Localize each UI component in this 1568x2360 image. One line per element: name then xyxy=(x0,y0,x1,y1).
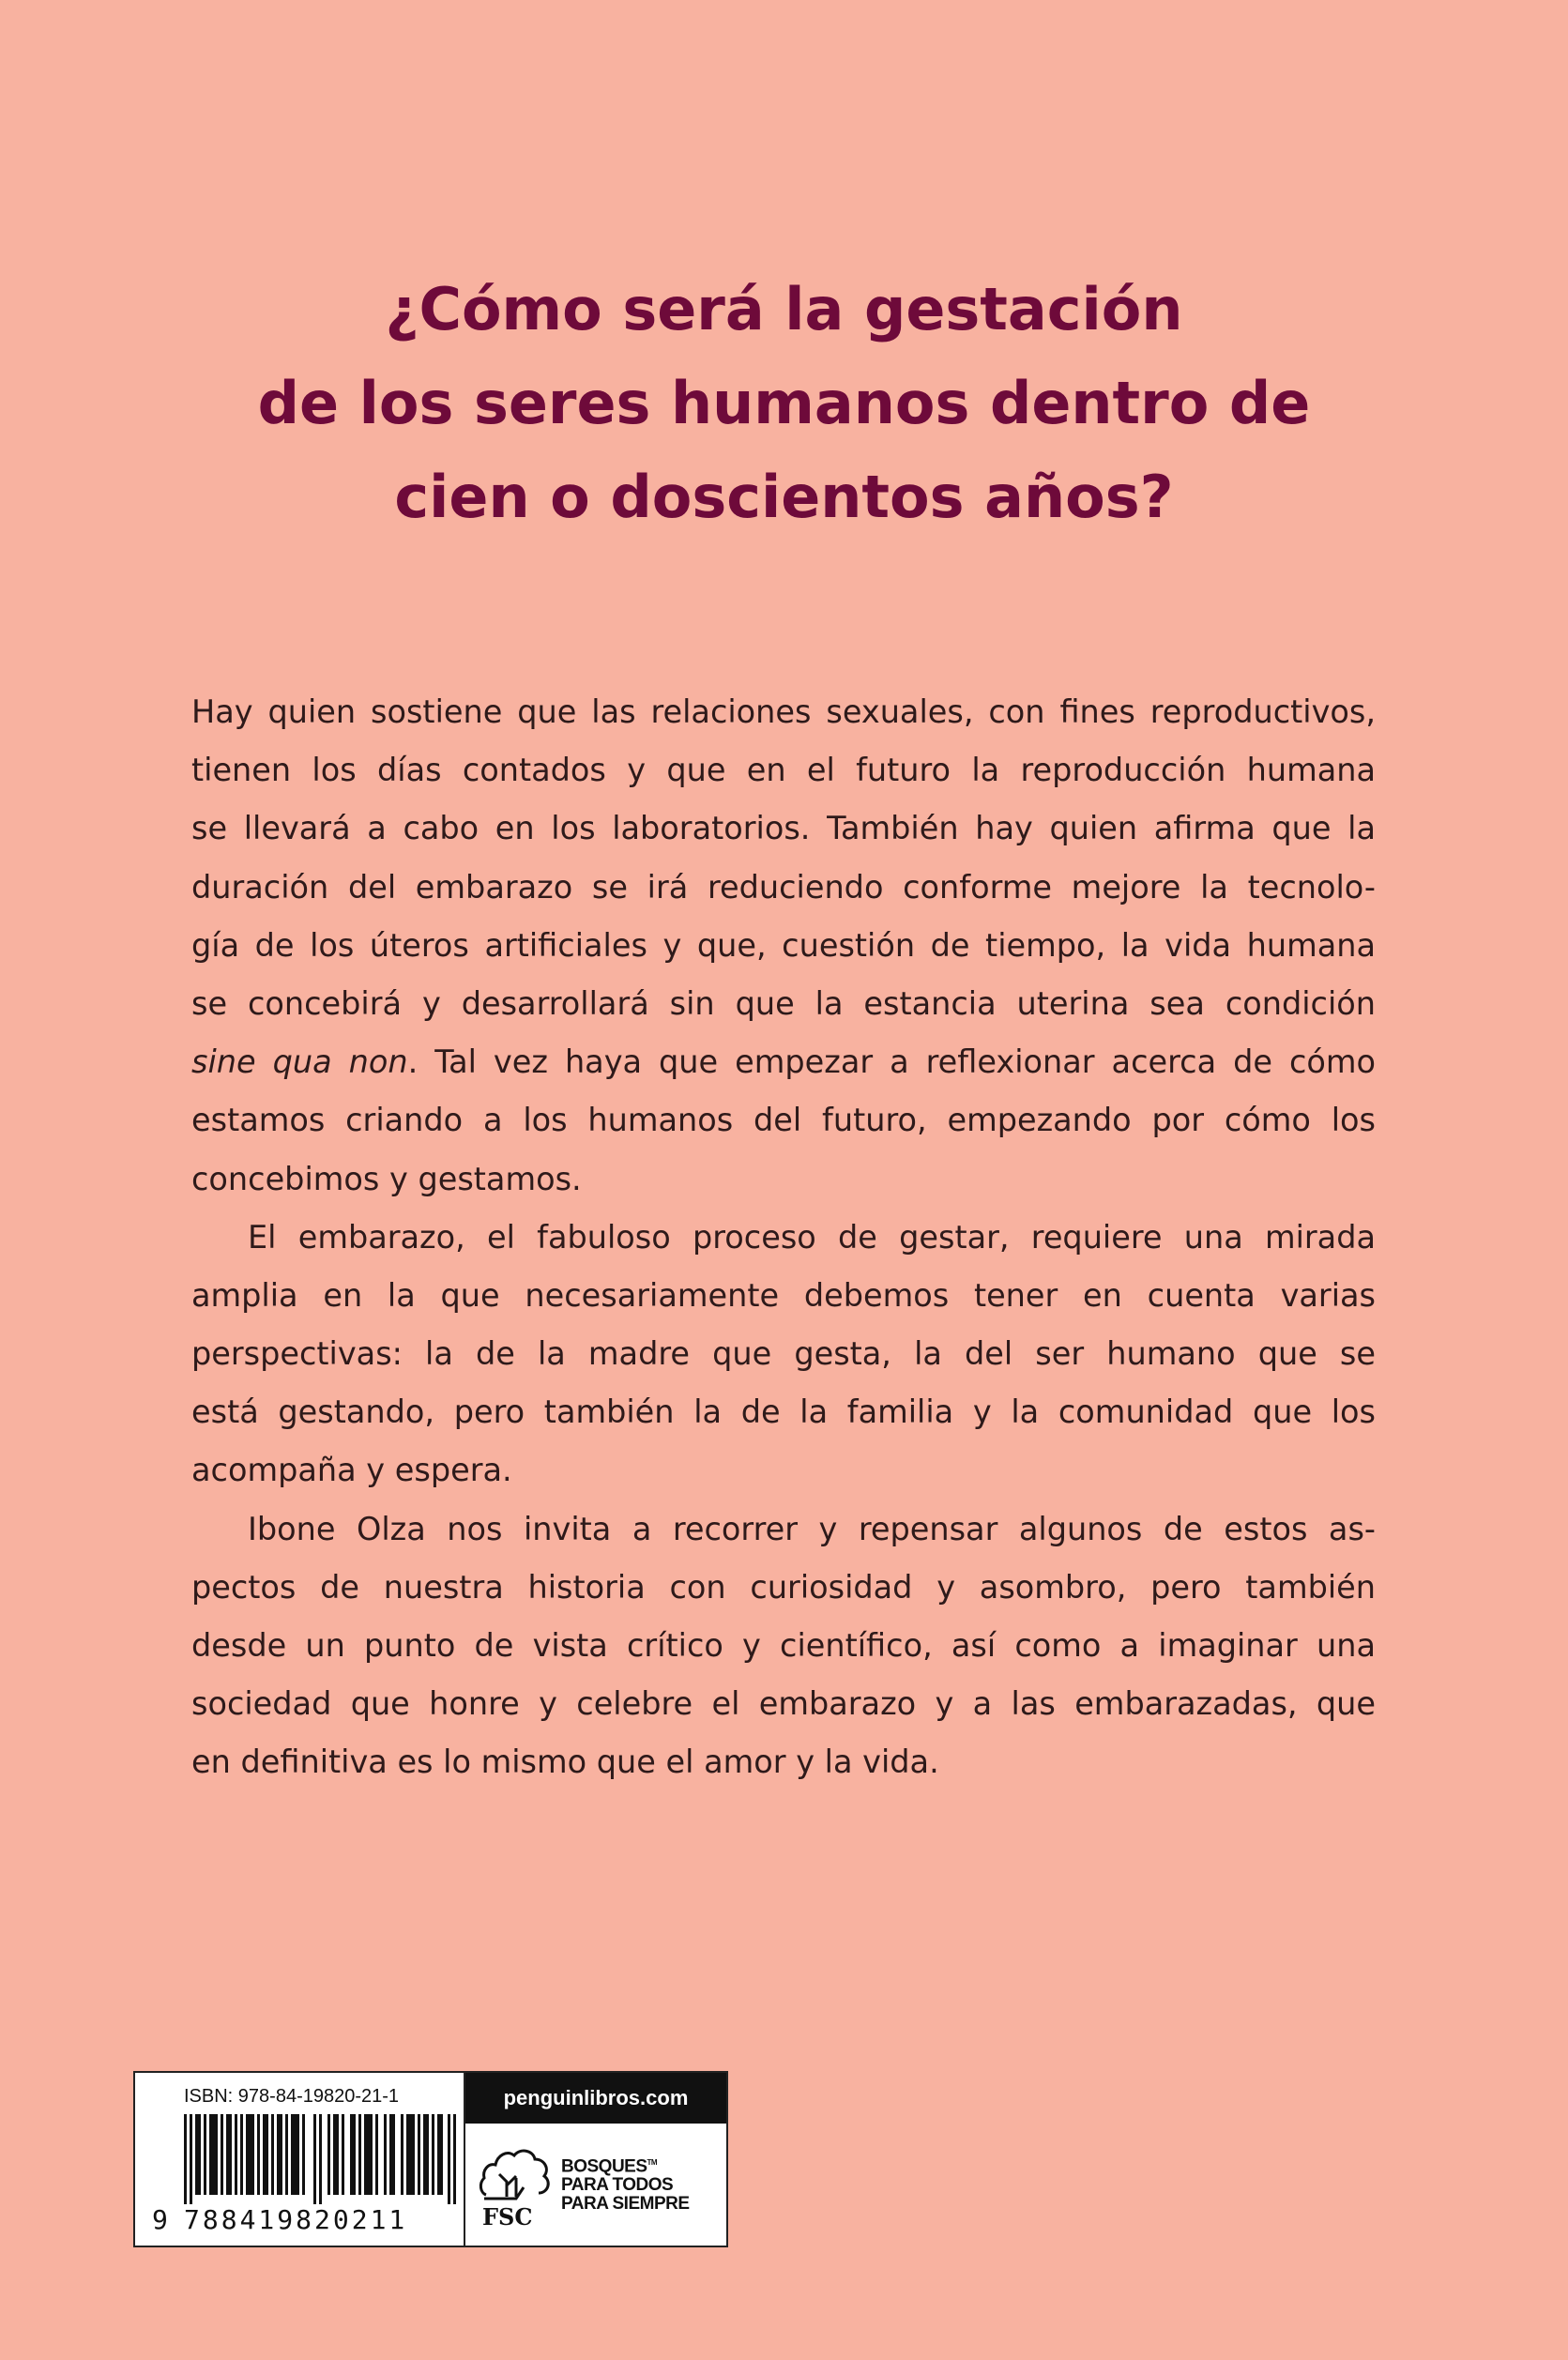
isbn-barcode-area xyxy=(135,2073,465,2246)
barcode-digits: 788419820211 xyxy=(184,2204,408,2235)
synopsis-line: sociedad que honre y celebre el embarazo y a las embarazadas, que xyxy=(191,1685,1376,1723)
synopsis-line: gía de los úteros artificiales y que, cuestión de tiempo, la vida humana xyxy=(191,926,1376,964)
synopsis-line: estamos criando a los humanos del futuro, empezando por cómo los xyxy=(191,1102,1376,1139)
synopsis-line: Hay quien sostiene que las relaciones sexuales, con fines reproductivos, xyxy=(191,693,1376,730)
publisher-website: penguinlibros.com xyxy=(465,2073,726,2124)
synopsis-line: concebimos y gestamos. xyxy=(191,1160,582,1197)
fsc-tagline-line-with-tm xyxy=(561,2154,690,2176)
synopsis-line: acompaña y espera. xyxy=(191,1452,512,1489)
italic-phrase: sine qua non xyxy=(191,1043,408,1081)
fsc-tagline-line: PARA TODOS xyxy=(561,2175,674,2196)
synopsis-line-rest: . Tal vez haya que empezar a reflexionar acerca de cómo xyxy=(407,1043,1376,1081)
synopsis-line: Ibone Olza nos invita a recorrer y repensar algunos de estos as- xyxy=(248,1510,1376,1547)
publisher-area xyxy=(465,2073,726,2246)
barcode-panel xyxy=(133,2071,728,2247)
synopsis-line: tienen los días contados y que en el futuro la reproducción humana xyxy=(191,752,1376,789)
synopsis-line: perspectivas: la de la madre que gesta, la del ser humano que se xyxy=(191,1335,1376,1373)
barcode-bars-icon xyxy=(184,2114,456,2204)
synopsis-line: amplia en la que necesariamente debemos tener en cuenta varias xyxy=(191,1276,1376,1314)
fsc-tagline-line: BOSQUES xyxy=(561,2156,647,2177)
synopsis-line: desde un punto de vista crítico y científico, así como a imaginar una xyxy=(191,1627,1376,1664)
back-cover-headline xyxy=(0,263,1568,544)
synopsis-line: se concebirá y desarrollará sin que la estancia uterina sea condición xyxy=(191,984,1376,1022)
synopsis-line-with-italic xyxy=(191,1033,1376,1091)
fsc-tree-logo-icon xyxy=(479,2137,554,2231)
headline-line: cien o doscientos años? xyxy=(394,463,1174,531)
synopsis-line: pectos de nuestra historia con curiosidad y asombro, pero también xyxy=(191,1568,1376,1606)
headline-line: ¿Cómo será la gestación xyxy=(385,275,1183,343)
synopsis-text xyxy=(191,683,1376,1792)
isbn-label: ISBN: 978-84-19820-21-1 xyxy=(184,2086,400,2107)
synopsis-line: duración del embarazo se irá reduciendo conforme mejore la tecnolo- xyxy=(191,868,1376,906)
trademark-mark: TM xyxy=(647,2158,658,2167)
fsc-tagline-line: PARA SIEMPRE xyxy=(561,2194,690,2215)
synopsis-line: se llevará a cabo en los laboratorios. También hay quien afirma que la xyxy=(191,810,1376,847)
headline-line: de los seres humanos dentro de xyxy=(257,369,1311,437)
barcode-first-digit: 9 xyxy=(152,2204,168,2235)
synopsis-line: en definitiva es lo mismo que el amor y la vida. xyxy=(191,1743,939,1781)
fsc-tagline xyxy=(561,2154,690,2214)
synopsis-line: está gestando, pero también la de la familia y la comunidad que los xyxy=(191,1393,1376,1431)
synopsis-line: El embarazo, el fabuloso proceso de gestar, requiere una mirada xyxy=(248,1218,1376,1256)
fsc-logo-text: FSC xyxy=(482,2203,533,2231)
